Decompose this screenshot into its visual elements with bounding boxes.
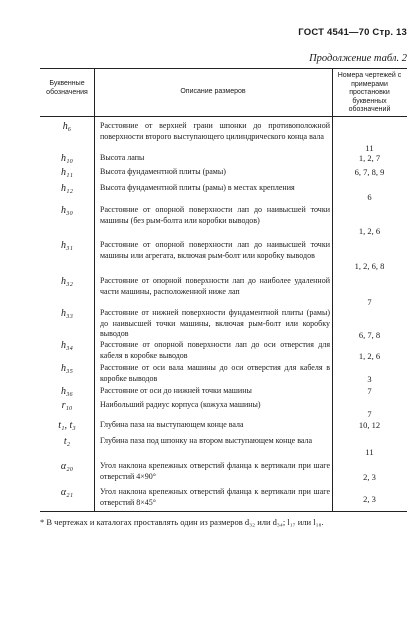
page-header: ГОСТ 4541—70 Стр. 13 <box>298 27 407 38</box>
table-row-drawing-numbers: 6 <box>367 192 372 202</box>
table-row-drawing-numbers: 11 <box>365 143 374 153</box>
header-dimension-description: Описание размеров <box>180 88 246 95</box>
column-divider-2 <box>332 68 333 511</box>
table-row-symbol: h₃₃ <box>61 308 73 319</box>
table-row-drawing-numbers: 7 <box>367 409 372 419</box>
table-row-symbol: h₃₀ <box>61 205 73 216</box>
table-row-drawing-numbers: 6, 7, 8 <box>358 330 381 340</box>
table-continuation-label: Продолжение табл. 2 <box>309 53 407 64</box>
table-row-description: Расстояние от опорной поверхности лап до наивысшей точки машины (без рым-болта или коробки выводов) <box>100 205 330 225</box>
table-row-drawing-numbers: 7 <box>367 386 372 396</box>
table-row-symbol: α₂₀ <box>60 461 74 472</box>
table-row-drawing-numbers: 1, 2, 6 <box>358 351 381 361</box>
header-drawing-numbers: Номера чертежей с примерами простановки буквенных обозначений <box>337 72 402 113</box>
table-bottom-rule <box>40 511 407 512</box>
footnote: * В чертежах и каталогах проставлять один из размеров d₃₂ или d₃₄; l₁₇ или l₁₈. <box>40 517 324 527</box>
table-row-symbol: t₂ <box>63 436 71 447</box>
table-row-drawing-numbers: 2, 3 <box>363 472 376 482</box>
table-row-drawing-numbers: 3 <box>367 374 372 384</box>
table-row-symbol: h₃₂ <box>61 276 73 287</box>
table-row-symbol: h₃₄ <box>61 340 73 351</box>
table-row-symbol: α₂₁ <box>60 487 74 498</box>
table-row-drawing-numbers: 11 <box>365 447 374 457</box>
table-row-description: Высота фундаментной плиты (рамы) в местах крепления <box>100 183 295 192</box>
table-row-description: Расстояние от верхней грани шпонки до противоположной поверхности второго выступающего цилиндрического конца вала <box>100 121 330 141</box>
table-row-drawing-numbers: 1, 2, 6 <box>358 226 381 236</box>
table-row-drawing-numbers: 2, 3 <box>363 494 376 504</box>
table-row-symbol: t₁, t₃ <box>58 420 76 431</box>
table-row-description: Угол наклона крепежных отверстий фланца к вертикали при шаге отверстий 8×45° <box>100 487 330 507</box>
table-row-description: Глубина паза под шпонку на втором выступающем конце вала <box>100 436 313 445</box>
column-divider-1 <box>94 68 95 511</box>
table-row-symbol: h₃₆ <box>61 386 73 397</box>
table-row-description: Расстояние от нижней поверхности фундаментной плиты (рамы) до наивысшей точки машины, включая рым-болт или коробку выводов <box>100 308 330 338</box>
table-row-symbol: h₁₀ <box>61 153 73 164</box>
table-row-symbol: h₁₂ <box>61 183 73 194</box>
table-top-rule <box>40 68 407 69</box>
table-row-description: Расстояние от опорной поверхности лап до наивысшей точки машины или агрегата, включая рым-болт или коробку выводов <box>100 240 330 260</box>
table-row-description: Наибольший радиус корпуса (кожуха машины) <box>100 400 261 409</box>
table-row-drawing-numbers: 1, 2, 7 <box>358 153 381 163</box>
table-row-symbol: h₃₅ <box>61 363 73 374</box>
table-row-drawing-numbers: 7 <box>367 297 372 307</box>
table-row-drawing-numbers: 1, 2, 6, 8 <box>354 261 385 271</box>
table-row-symbol: h₃₁ <box>61 240 73 251</box>
table-row-drawing-numbers: 10, 12 <box>358 420 381 430</box>
table-row-description: Расстояние от опорной поверхности лап до наиболее удаленной части машины, расположенной ниже лап <box>100 276 330 296</box>
table-row-symbol: h₁₁ <box>61 167 73 178</box>
table-row-description: Расстояние от опорной поверхности лап до оси отверстия для кабеля в коробке выводов <box>100 340 330 360</box>
table-row-description: Угол наклона крепежных отверстий фланца к вертикали при шаге отверстий 4×90° <box>100 461 330 481</box>
table-row-description: Расстояние от оси до нижней точки машины <box>100 386 252 395</box>
header-letter-designations: Буквенные обозначения <box>46 80 88 96</box>
table-row-symbol: h₆ <box>62 121 72 132</box>
table-row-description: Глубина паза на выступающем конце вала <box>100 420 244 429</box>
table-row-drawing-numbers: 6, 7, 8, 9 <box>354 167 385 177</box>
table-row-description: Высота фундаментной плиты (рамы) <box>100 167 226 176</box>
table-row-symbol: r₁₀ <box>61 400 73 411</box>
table-row-description: Расстояние от оси вала машины до оси отверстия для кабеля в коробке выводов <box>100 363 330 383</box>
table-header-rule <box>40 116 407 117</box>
table-row-description: Высота лапы <box>100 153 145 162</box>
